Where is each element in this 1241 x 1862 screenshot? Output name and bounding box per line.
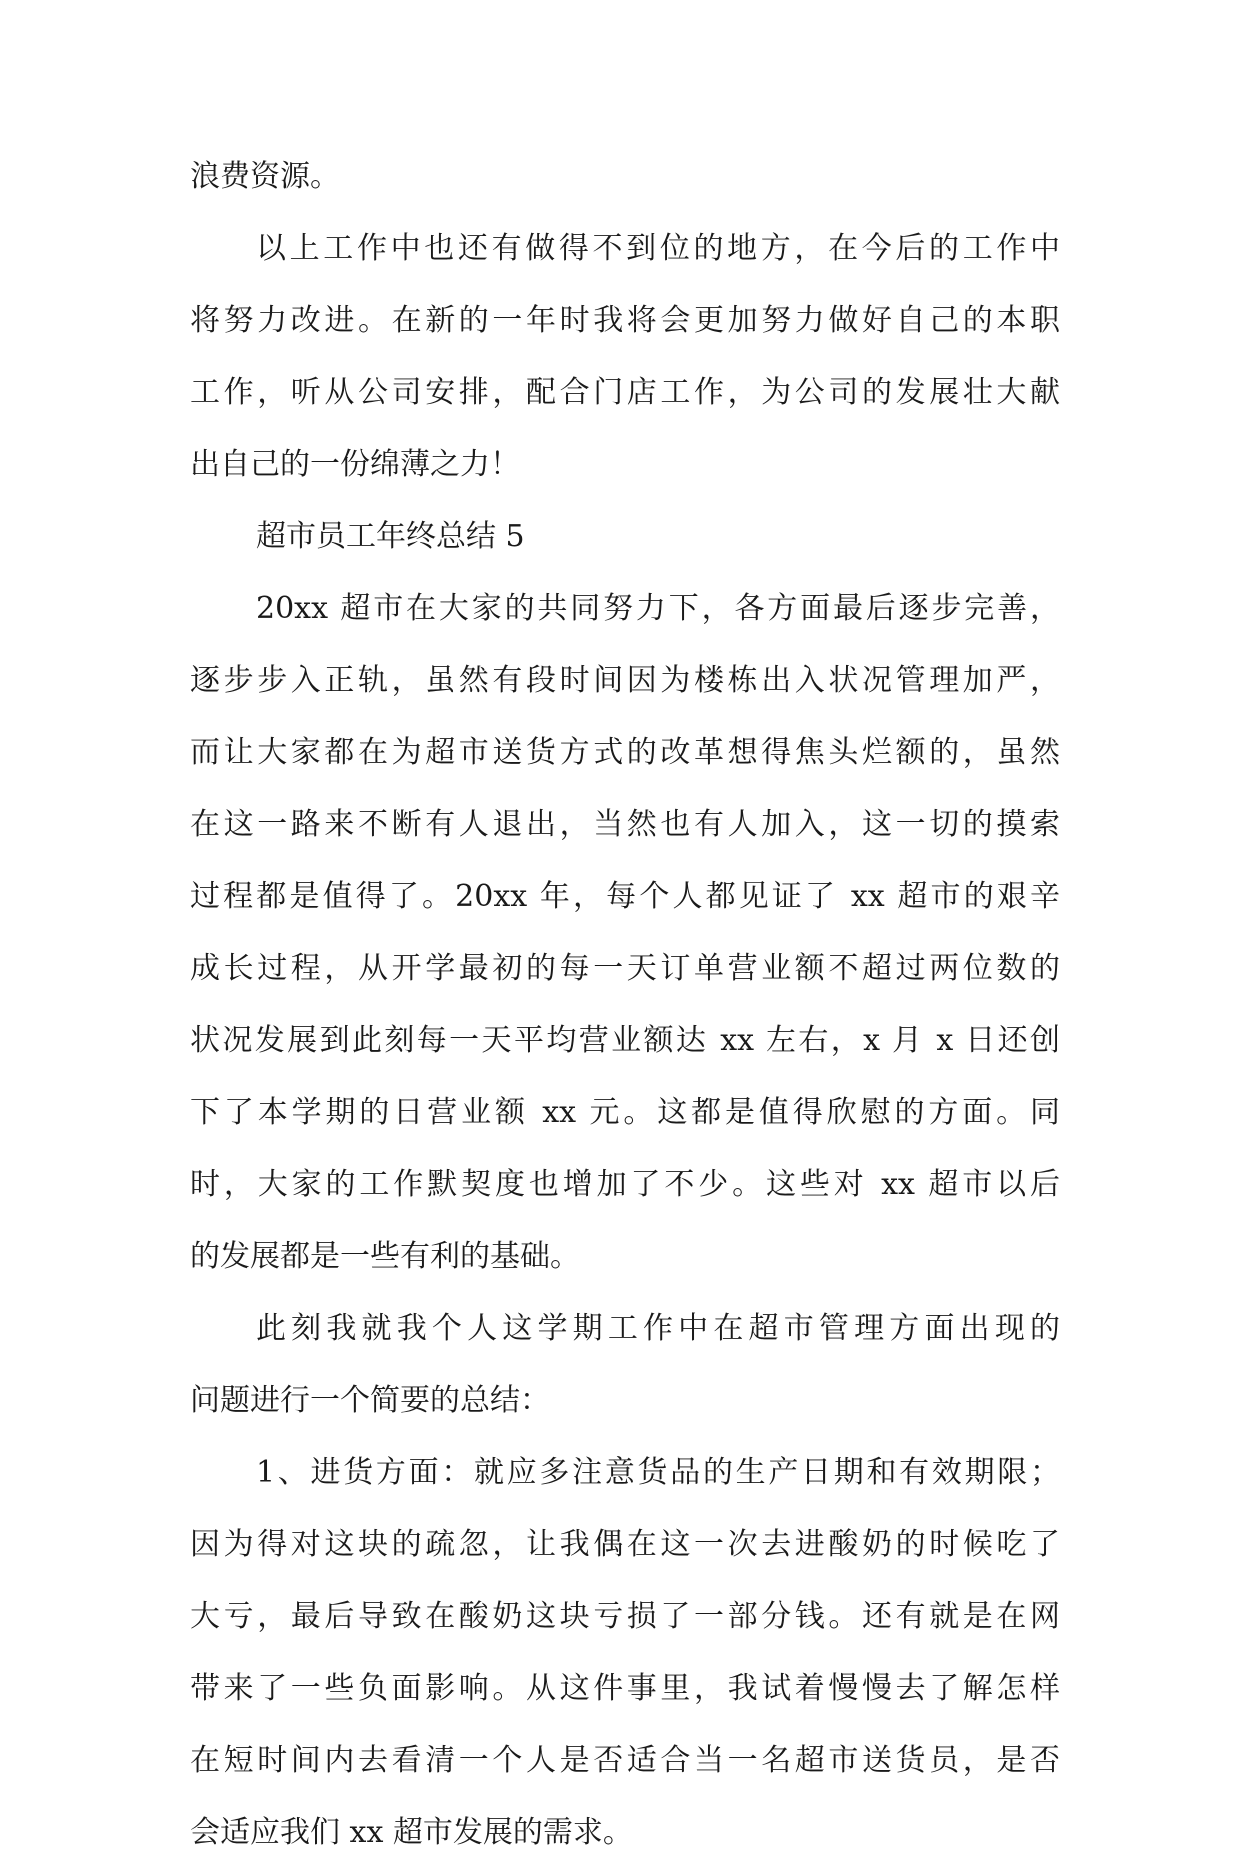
- text-line: 在短时间内去看清一个人是否适合当一名超市送货员，是否: [190, 1743, 1060, 1778]
- document-body: [190, 148, 1060, 1862]
- text-line: 的发展都是一些有利的基础。: [190, 1239, 580, 1274]
- text-line: 过程都是值得了。20xx 年，每个人都见证了 xx 超市的艰辛: [190, 879, 1060, 914]
- text-line: 带来了一些负面影响。从这件事里，我试着慢慢去了解怎样: [190, 1671, 1060, 1706]
- text-line: 因为得对这块的疏忽，让我偶在这一次去进酸奶的时候吃了: [190, 1527, 1060, 1562]
- text-line: 状况发展到此刻每一天平均营业额达 xx 左右，x 月 x 日还创: [190, 1023, 1060, 1058]
- text-line: 逐步步入正轨，虽然有段时间因为楼栋出入状况管理加严，: [190, 663, 1060, 698]
- text-line: 时，大家的工作默契度也增加了不少。这些对 xx 超市以后: [190, 1167, 1060, 1202]
- text-line: 下了本学期的日营业额 xx 元。这都是值得欣慰的方面。同: [190, 1095, 1060, 1130]
- text-line: 成长过程，从开学最初的每一天订单营业额不超过两位数的: [190, 951, 1060, 986]
- text-line: 在这一路来不断有人退出，当然也有人加入，这一切的摸索: [190, 807, 1060, 842]
- text-line: 以上工作中也还有做得不到位的地方，在今后的工作中: [256, 231, 1060, 266]
- text-line: 浪费资源。: [190, 159, 340, 194]
- text-line: 20xx 超市在大家的共同努力下，各方面最后逐步完善，: [256, 591, 1060, 626]
- text-line: 将努力改进。在新的一年时我将会更加努力做好自己的本职: [190, 303, 1060, 338]
- text-line: 此刻我就我个人这学期工作中在超市管理方面出现的: [256, 1311, 1060, 1346]
- text-line: 问题进行一个简要的总结：: [190, 1383, 550, 1418]
- text-line: 大亏，最后导致在酸奶这块亏损了一部分钱。还有就是在网: [190, 1599, 1060, 1634]
- text-line: 出自己的一份绵薄之力！: [190, 447, 520, 482]
- section-heading: 超市员工年终总结 5: [256, 519, 525, 554]
- text-line: 而让大家都在为超市送货方式的改革想得焦头烂额的，虽然: [190, 735, 1060, 770]
- text-line: 会适应我们 xx 超市发展的需求。: [190, 1815, 633, 1850]
- text-line: 1、进货方面：就应多注意货品的生产日期和有效期限；: [256, 1455, 1060, 1490]
- text-line: 工作，听从公司安排，配合门店工作，为公司的发展壮大献: [190, 375, 1060, 410]
